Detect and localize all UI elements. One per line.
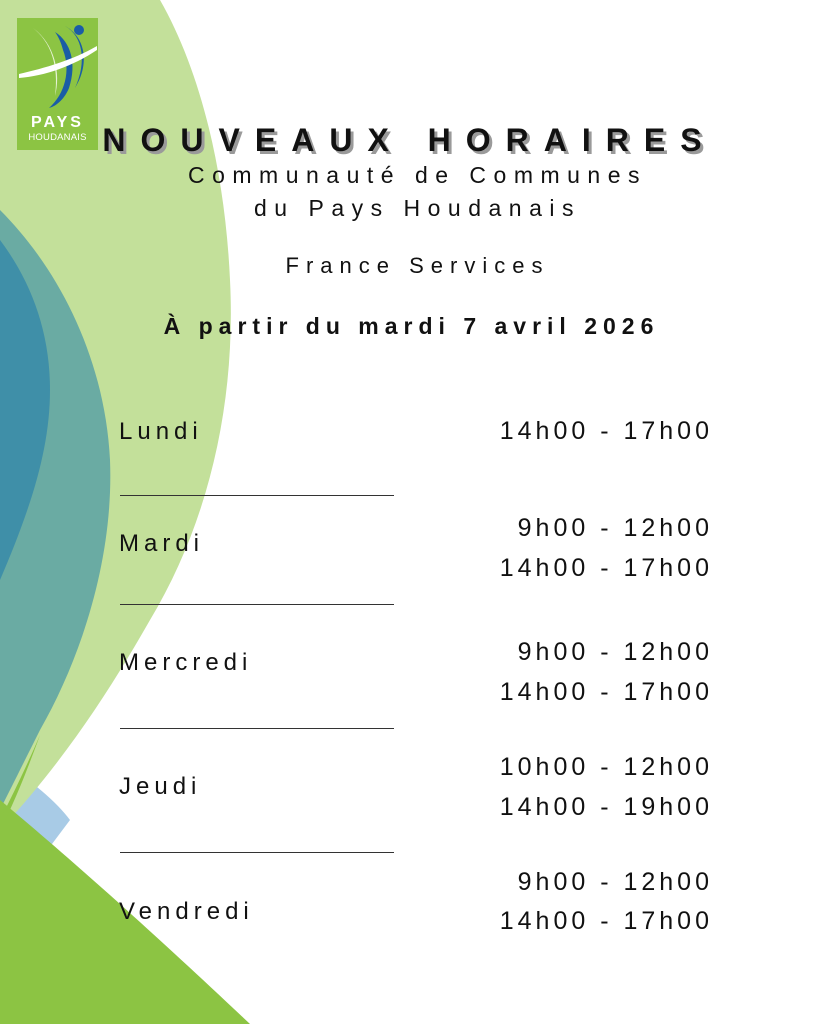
- hours-mardi-2: 14h00 - 17h00: [499, 554, 713, 582]
- row-divider: [120, 852, 394, 853]
- subtitle-line-1: Communauté de Communes: [187, 162, 648, 188]
- hours-mercredi-2: 14h00 - 17h00: [499, 678, 713, 706]
- row-divider: [120, 728, 394, 729]
- hours-jeudi-1: 10h00 - 12h00: [499, 753, 713, 781]
- row-divider: [120, 495, 394, 496]
- logo-text-houdanais: HOUDANAIS: [28, 132, 87, 143]
- subtitle-line-2: du Pays Houdanais: [254, 195, 581, 221]
- hours-mercredi-1: 9h00 - 12h00: [517, 638, 713, 666]
- day-label-lundi: Lundi: [119, 418, 203, 445]
- hours-lundi-1: 14h00 - 17h00: [499, 417, 713, 445]
- logo-text-pays: PAYS: [31, 114, 84, 131]
- day-label-mercredi: Mercredi: [119, 649, 253, 676]
- effective-date: À partir du mardi 7 avril 2026: [163, 313, 660, 339]
- page-title: NOUVEAUX HORAIRES: [102, 122, 717, 158]
- day-label-vendredi: Vendredi: [119, 898, 254, 925]
- service-name: France Services: [285, 253, 550, 278]
- row-divider: [120, 604, 394, 605]
- swoosh-emblem-icon: [17, 18, 98, 114]
- hours-mardi-1: 9h00 - 12h00: [517, 514, 713, 542]
- hours-vendredi-1: 9h00 - 12h00: [517, 868, 713, 896]
- hours-jeudi-2: 14h00 - 19h00: [499, 793, 713, 821]
- hours-vendredi-2: 14h00 - 17h00: [499, 907, 713, 935]
- day-label-mardi: Mardi: [119, 530, 205, 557]
- day-label-jeudi: Jeudi: [119, 773, 202, 800]
